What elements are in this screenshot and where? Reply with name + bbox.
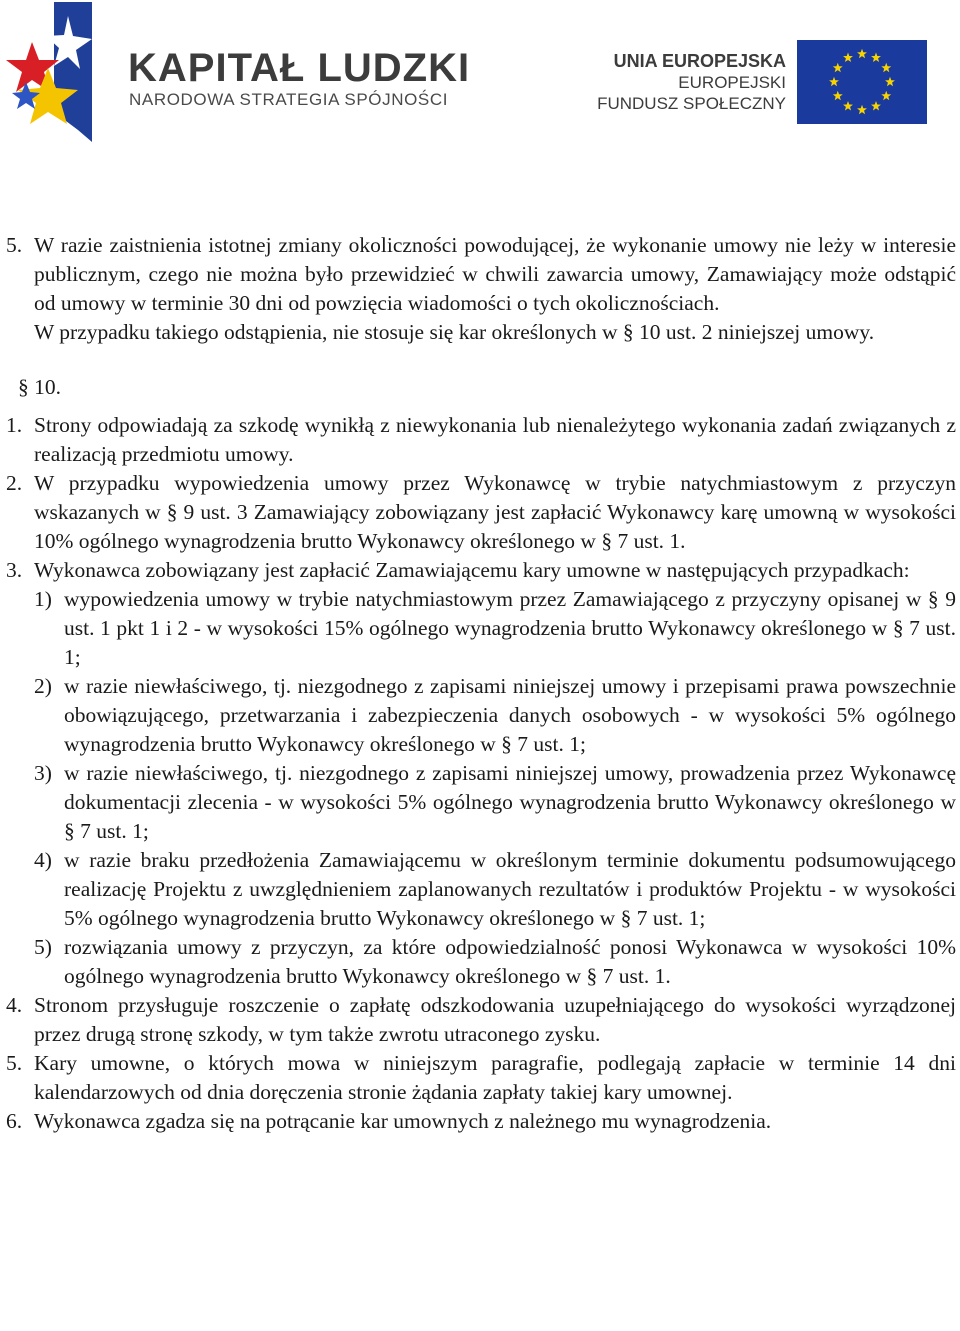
clause-1 <box>0 411 960 469</box>
paragraph-5-continuation <box>0 318 960 347</box>
clause-3 <box>0 556 960 585</box>
clause-2 <box>0 469 960 556</box>
item-number: 4) <box>34 848 52 872</box>
penalty-item-3 <box>0 759 960 846</box>
clause-text: Strony odpowiadają za szkodę wynikłą z niewykonania lub nienależytego wykonania zadań związanych z realizacją przedmiotu umowy. <box>34 413 956 466</box>
paragraph-number: 5. <box>6 233 23 257</box>
clause-text: Wykonawca zobowiązany jest zapłacić Zamawiającemu kary umowne w następujących przypadkach: <box>34 558 910 582</box>
section-title: § 10. <box>18 375 61 399</box>
paragraph-text: W przypadku takiego odstąpienia, nie stosuje się kar określonych w § 10 ust. 2 niniejszej umowy. <box>34 320 875 344</box>
clause-text: Kary umowne, o których mowa w niniejszym paragrafie, podlegają zapłacie w terminie 14 dni kalendarzowych od dnia doręczenia stronie żądania zapłaty takiej kary umownej. <box>34 1051 956 1104</box>
clause-number: 4. <box>6 993 23 1017</box>
clause-5 <box>0 1049 960 1107</box>
item-number: 1) <box>34 587 52 611</box>
clause-text: Stronom przysługuje roszczenie o zapłatę odszkodowania uzupełniającego do wysokości wyrządzonej przez drugą stronę szkody, w tym także zwrotu utraconego zysku. <box>34 993 956 1046</box>
paragraph-text: W razie zaistnienia istotnej zmiany okoliczności powodującej, że wykonanie umowy nie leży w interesie publicznym, czego nie można było przewidzieć w chwili zawarcia umowy, Zamawiający może odstąpić od umowy w terminie 30 dni od powzięcia wiadomości o tych okolicznościach. <box>34 233 956 315</box>
item-number: 3) <box>34 761 52 785</box>
kapital-ludzki-title: KAPITAŁ LUDZKI <box>128 46 471 90</box>
clause-4 <box>0 991 960 1049</box>
eu-flag-icon <box>797 40 927 124</box>
item-text: wypowiedzenia umowy w trybie natychmiastowym przez Zamawiającego z przyczyny opisanej w § 9 ust. 1 pkt 1 i 2 - w wysokości 15% ogólnego wynagrodzenia brutto Wykonawcy określonego w § 7 ust. 1; <box>64 587 956 669</box>
item-number: 5) <box>34 935 52 959</box>
eu-line-3: FUNDUSZ SPOŁECZNY <box>597 94 786 113</box>
clause-text: W przypadku wypowiedzenia umowy przez Wykonawcę w trybie natychmiastowym z przyczyn wskazanych w § 9 ust. 3 Zamawiający zobowiązany jest zapłacić Wykonawcy karę umowną w wysokości 10% ogólnego wynagrodzenia brutto Wykonawcy określonego w § 7 ust. 1. <box>34 471 956 553</box>
document-body <box>0 231 960 1136</box>
clause-number: 5. <box>6 1051 23 1075</box>
item-text: w razie niewłaściwego, tj. niezgodnego z zapisami niniejszej umowy i przepisami prawa powszechnie obowiązującego, przetwarzania i zabezpieczenia danych osobowych - w wysokości 5% ogólnego wynagrodzenia brutto Wykonawcy określonego w § 7 ust. 1; <box>64 674 956 756</box>
clause-text: Wykonawca zgadza się na potrącanie kar umownych z należnego mu wynagrodzenia. <box>34 1109 772 1133</box>
clause-number: 6. <box>6 1109 23 1133</box>
item-text: rozwiązania umowy z przyczyn, za które odpowiedzialność ponosi Wykonawca w wysokości 10% ogólnego wynagrodzenia brutto Wykonawcy określonego w § 7 ust. 1. <box>64 935 956 988</box>
kapital-ludzki-logo-icon <box>4 2 116 142</box>
penalty-item-5 <box>0 933 960 991</box>
item-text: w razie braku przedłożenia Zamawiającemu w określonym terminie dokumentu podsumowującego realizację Projektu z uwzględnieniem zaplanowanych rezultatów i produktów Projektu - w wysokości 5% ogólnego wynagrodzenia brutto Wykonawcy określonego w § 7 ust. 1; <box>64 848 956 930</box>
clause-6 <box>0 1107 960 1136</box>
paragraph-5 <box>0 231 960 318</box>
penalty-item-1 <box>0 585 960 672</box>
item-text: w razie niewłaściwego, tj. niezgodnego z zapisami niniejszej umowy, prowadzenia przez Wykonawcę dokumentacji zlecenia - w wysokości 5% ogólnego wynagrodzenia brutto Wykonawcy określonego w § 7 ust. 1; <box>64 761 956 843</box>
penalty-item-2 <box>0 672 960 759</box>
clause-number: 2. <box>6 471 23 495</box>
page-header <box>0 0 960 150</box>
clause-number: 1. <box>6 413 23 437</box>
eu-fund-label <box>597 50 786 114</box>
eu-line-2: EUROPEJSKI <box>678 73 786 92</box>
eu-line-1: UNIA EUROPEJSKA <box>613 51 786 71</box>
penalty-item-4 <box>0 846 960 933</box>
kapital-ludzki-subtitle: NARODOWA STRATEGIA SPÓJNOŚCI <box>129 90 449 109</box>
item-number: 2) <box>34 674 52 698</box>
clause-number: 3. <box>6 558 23 582</box>
